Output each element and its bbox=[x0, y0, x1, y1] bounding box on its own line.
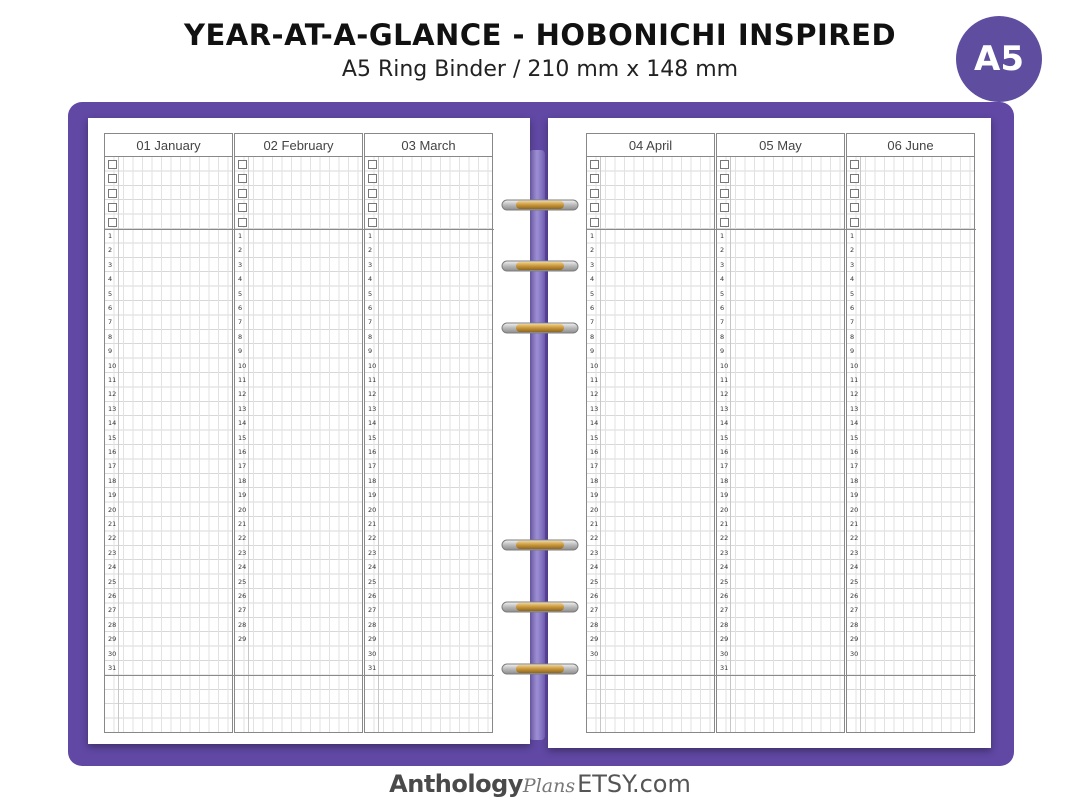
day-number: 13 bbox=[108, 404, 117, 413]
day-number: 14 bbox=[850, 419, 859, 428]
day-number: 3 bbox=[108, 260, 113, 269]
day-number: 4 bbox=[850, 275, 855, 284]
day-number: 6 bbox=[850, 304, 855, 312]
day-number: 12 bbox=[590, 390, 599, 399]
task-checkbox[interactable] bbox=[108, 203, 117, 212]
day-number: 26 bbox=[368, 592, 377, 600]
binder-ring bbox=[500, 599, 580, 615]
page-subtitle: A5 Ring Binder / 210 mm x 148 mm bbox=[341, 57, 739, 82]
day-number: 12 bbox=[720, 390, 729, 399]
day-number: 10 bbox=[368, 361, 377, 370]
section-divider bbox=[235, 675, 364, 676]
day-number: 17 bbox=[108, 462, 117, 471]
task-checkbox[interactable] bbox=[720, 160, 729, 169]
day-number: 3 bbox=[590, 260, 595, 269]
day-number: 25 bbox=[368, 577, 377, 586]
day-number: 6 bbox=[720, 304, 725, 312]
task-checkbox[interactable] bbox=[368, 203, 377, 212]
day-number: 24 bbox=[238, 563, 247, 572]
day-number: 31 bbox=[720, 664, 729, 672]
day-number: 8 bbox=[720, 332, 725, 341]
month-header: 01 January bbox=[104, 133, 233, 157]
task-checkbox[interactable] bbox=[108, 189, 117, 198]
task-checkbox[interactable] bbox=[590, 203, 599, 212]
day-number: 1 bbox=[590, 232, 595, 240]
task-checkbox[interactable] bbox=[108, 160, 117, 169]
day-number: 10 bbox=[238, 361, 247, 370]
day-number: 4 bbox=[720, 275, 725, 284]
day-number: 24 bbox=[590, 563, 599, 572]
day-number: 9 bbox=[368, 347, 373, 356]
day-number: 17 bbox=[720, 462, 729, 471]
day-number: 14 bbox=[238, 419, 247, 428]
binder-ring bbox=[500, 258, 580, 274]
day-number: 11 bbox=[720, 376, 729, 384]
month-column bbox=[846, 133, 976, 733]
day-number: 1 bbox=[238, 232, 243, 240]
section-divider bbox=[365, 229, 494, 230]
day-number: 16 bbox=[238, 448, 247, 456]
day-number: 1 bbox=[108, 232, 113, 240]
day-number: 25 bbox=[108, 577, 117, 586]
day-number: 1 bbox=[850, 232, 855, 240]
task-checkbox[interactable] bbox=[590, 174, 599, 183]
day-number: 26 bbox=[590, 592, 599, 600]
day-number: 23 bbox=[368, 548, 377, 557]
day-number: 12 bbox=[368, 390, 377, 399]
day-number: 13 bbox=[850, 404, 859, 413]
day-number: 19 bbox=[590, 491, 599, 500]
month-column bbox=[364, 133, 494, 733]
day-number: 11 bbox=[108, 376, 117, 384]
brand-name: Anthology bbox=[389, 770, 523, 798]
day-number: 6 bbox=[368, 304, 373, 312]
day-number: 22 bbox=[720, 534, 729, 543]
day-number: 12 bbox=[108, 390, 117, 399]
day-number: 6 bbox=[108, 304, 113, 312]
day-number: 26 bbox=[238, 592, 247, 600]
task-checkbox[interactable] bbox=[590, 160, 599, 169]
binder-spine bbox=[529, 150, 545, 740]
binder-ring bbox=[500, 320, 580, 336]
day-number: 11 bbox=[590, 376, 599, 384]
day-number: 8 bbox=[368, 332, 373, 341]
day-number: 14 bbox=[720, 419, 729, 428]
day-number: 7 bbox=[108, 318, 113, 327]
day-number: 23 bbox=[850, 548, 859, 557]
section-divider bbox=[587, 675, 716, 676]
month-header: 05 May bbox=[716, 133, 845, 157]
day-number: 13 bbox=[720, 404, 729, 413]
task-checkbox[interactable] bbox=[590, 189, 599, 198]
day-number: 9 bbox=[720, 347, 725, 356]
day-number: 3 bbox=[720, 260, 725, 269]
day-number: 7 bbox=[720, 318, 725, 327]
day-number: 11 bbox=[368, 376, 377, 384]
day-number: 17 bbox=[590, 462, 599, 471]
day-number: 29 bbox=[720, 635, 729, 644]
day-number: 9 bbox=[850, 347, 855, 356]
day-number: 15 bbox=[850, 433, 859, 442]
day-number: 28 bbox=[720, 620, 729, 629]
day-number: 7 bbox=[850, 318, 855, 327]
day-number: 21 bbox=[590, 520, 599, 528]
day-number: 19 bbox=[720, 491, 729, 500]
day-number: 27 bbox=[720, 606, 729, 615]
day-number: 29 bbox=[108, 635, 117, 644]
task-checkbox[interactable] bbox=[720, 189, 729, 198]
month-grid bbox=[586, 157, 715, 733]
task-checkbox[interactable] bbox=[850, 160, 859, 169]
day-number: 2 bbox=[590, 246, 595, 255]
day-number: 20 bbox=[590, 505, 599, 514]
section-divider bbox=[847, 675, 976, 676]
month-column bbox=[716, 133, 846, 733]
day-number: 30 bbox=[590, 649, 599, 658]
month-column bbox=[586, 133, 716, 733]
day-number: 26 bbox=[108, 592, 117, 600]
brand-site: ETSY.com bbox=[577, 770, 691, 798]
day-number: 31 bbox=[368, 664, 377, 672]
day-number: 28 bbox=[238, 620, 247, 629]
day-number: 17 bbox=[850, 462, 859, 471]
day-number: 17 bbox=[238, 462, 247, 471]
day-number: 23 bbox=[590, 548, 599, 557]
day-number: 30 bbox=[850, 649, 859, 658]
day-number: 20 bbox=[368, 505, 377, 514]
day-number: 9 bbox=[238, 347, 243, 356]
day-number: 5 bbox=[850, 289, 855, 298]
binder-ring bbox=[500, 197, 580, 213]
day-number: 3 bbox=[850, 260, 855, 269]
day-number: 9 bbox=[590, 347, 595, 356]
task-checkbox[interactable] bbox=[238, 218, 247, 227]
day-number: 24 bbox=[368, 563, 377, 572]
day-number: 16 bbox=[850, 448, 859, 456]
section-divider bbox=[105, 229, 234, 230]
day-number: 28 bbox=[590, 620, 599, 629]
day-number: 17 bbox=[368, 462, 377, 471]
day-number: 10 bbox=[590, 361, 599, 370]
task-checkbox[interactable] bbox=[368, 174, 377, 183]
task-checkbox[interactable] bbox=[368, 189, 377, 198]
day-number: 7 bbox=[238, 318, 243, 327]
day-number: 6 bbox=[238, 304, 243, 312]
day-number: 14 bbox=[368, 419, 377, 428]
page-title: YEAR-AT-A-GLANCE - HOBONICHI INSPIRED bbox=[183, 18, 897, 52]
day-number: 27 bbox=[590, 606, 599, 615]
day-number: 19 bbox=[850, 491, 859, 500]
day-number: 22 bbox=[108, 534, 117, 543]
month-grid bbox=[234, 157, 363, 733]
month-grid bbox=[846, 157, 975, 733]
day-number: 28 bbox=[108, 620, 117, 629]
day-number: 1 bbox=[368, 232, 373, 240]
day-number: 28 bbox=[850, 620, 859, 629]
day-number: 11 bbox=[850, 376, 859, 384]
day-number: 13 bbox=[238, 404, 247, 413]
day-number: 18 bbox=[590, 476, 599, 485]
day-number: 2 bbox=[850, 246, 855, 255]
day-number: 29 bbox=[850, 635, 859, 644]
day-number: 5 bbox=[238, 289, 243, 298]
day-number: 15 bbox=[368, 433, 377, 442]
day-number: 25 bbox=[720, 577, 729, 586]
day-number: 4 bbox=[368, 275, 373, 284]
day-number: 18 bbox=[108, 476, 117, 485]
day-number: 4 bbox=[108, 275, 113, 284]
day-number: 24 bbox=[850, 563, 859, 572]
month-grid bbox=[104, 157, 233, 733]
section-divider bbox=[235, 229, 364, 230]
day-number: 24 bbox=[108, 563, 117, 572]
section-divider bbox=[717, 675, 846, 676]
day-number: 14 bbox=[590, 419, 599, 428]
task-checkbox[interactable] bbox=[238, 160, 247, 169]
day-number: 15 bbox=[238, 433, 247, 442]
day-number: 27 bbox=[850, 606, 859, 615]
month-grid bbox=[364, 157, 493, 733]
day-number: 4 bbox=[590, 275, 595, 284]
day-number: 1 bbox=[720, 232, 725, 240]
section-divider bbox=[847, 229, 976, 230]
day-number: 12 bbox=[238, 390, 247, 399]
day-number: 8 bbox=[108, 332, 113, 341]
task-checkbox[interactable] bbox=[368, 160, 377, 169]
day-number: 23 bbox=[238, 548, 247, 557]
footer-brand bbox=[0, 768, 1080, 802]
month-header: 04 April bbox=[586, 133, 715, 157]
day-number: 22 bbox=[590, 534, 599, 543]
binder-ring bbox=[500, 661, 580, 677]
day-number: 14 bbox=[108, 419, 117, 428]
month-header: 06 June bbox=[846, 133, 975, 157]
day-number: 29 bbox=[590, 635, 599, 644]
day-number: 24 bbox=[720, 563, 729, 572]
day-number: 3 bbox=[238, 260, 243, 269]
section-divider bbox=[587, 229, 716, 230]
day-number: 25 bbox=[850, 577, 859, 586]
day-number: 18 bbox=[368, 476, 377, 485]
task-checkbox[interactable] bbox=[850, 203, 859, 212]
day-number: 28 bbox=[368, 620, 377, 629]
day-number: 20 bbox=[238, 505, 247, 514]
task-checkbox[interactable] bbox=[368, 218, 377, 227]
month-grid bbox=[716, 157, 845, 733]
task-checkbox[interactable] bbox=[238, 189, 247, 198]
task-checkbox[interactable] bbox=[108, 174, 117, 183]
day-number: 21 bbox=[850, 520, 859, 528]
day-number: 25 bbox=[590, 577, 599, 586]
task-checkbox[interactable] bbox=[850, 174, 859, 183]
task-checkbox[interactable] bbox=[590, 218, 599, 227]
day-number: 20 bbox=[850, 505, 859, 514]
day-number: 22 bbox=[368, 534, 377, 543]
day-number: 8 bbox=[590, 332, 595, 341]
day-number: 23 bbox=[108, 548, 117, 557]
day-number: 11 bbox=[238, 376, 247, 384]
day-number: 18 bbox=[850, 476, 859, 485]
binder-ring bbox=[500, 537, 580, 553]
task-checkbox[interactable] bbox=[108, 218, 117, 227]
day-number: 26 bbox=[850, 592, 859, 600]
task-checkbox[interactable] bbox=[720, 203, 729, 212]
day-number: 4 bbox=[238, 275, 243, 284]
day-number: 25 bbox=[238, 577, 247, 586]
day-number: 27 bbox=[238, 606, 247, 615]
task-checkbox[interactable] bbox=[238, 174, 247, 183]
day-number: 10 bbox=[108, 361, 117, 370]
day-number: 29 bbox=[238, 635, 247, 644]
day-number: 12 bbox=[850, 390, 859, 399]
day-number: 30 bbox=[720, 649, 729, 658]
day-number: 8 bbox=[850, 332, 855, 341]
month-header: 03 March bbox=[364, 133, 493, 157]
task-checkbox[interactable] bbox=[850, 189, 859, 198]
day-number: 16 bbox=[590, 448, 599, 456]
month-column bbox=[234, 133, 364, 733]
day-number: 19 bbox=[108, 491, 117, 500]
day-number: 16 bbox=[720, 448, 729, 456]
day-number: 15 bbox=[720, 433, 729, 442]
day-number: 30 bbox=[108, 649, 117, 658]
section-divider bbox=[365, 675, 494, 676]
day-number: 15 bbox=[108, 433, 117, 442]
day-number: 7 bbox=[590, 318, 595, 327]
day-number: 5 bbox=[720, 289, 725, 298]
day-number: 8 bbox=[238, 332, 243, 341]
day-number: 9 bbox=[108, 347, 113, 356]
day-number: 3 bbox=[368, 260, 373, 269]
day-number: 21 bbox=[238, 520, 247, 528]
day-number: 20 bbox=[720, 505, 729, 514]
day-number: 31 bbox=[108, 664, 117, 672]
brand-script-word: Plans bbox=[522, 775, 576, 797]
left-page bbox=[88, 118, 530, 744]
day-number: 13 bbox=[368, 404, 377, 413]
task-checkbox[interactable] bbox=[238, 203, 247, 212]
month-header: 02 February bbox=[234, 133, 363, 157]
day-number: 7 bbox=[368, 318, 373, 327]
section-divider bbox=[717, 229, 846, 230]
day-number: 2 bbox=[238, 246, 243, 255]
task-checkbox[interactable] bbox=[850, 218, 859, 227]
day-number: 5 bbox=[590, 289, 595, 298]
day-number: 16 bbox=[108, 448, 117, 456]
day-number: 5 bbox=[108, 289, 113, 298]
task-checkbox[interactable] bbox=[720, 218, 729, 227]
day-number: 15 bbox=[590, 433, 599, 442]
day-number: 19 bbox=[238, 491, 247, 500]
day-number: 21 bbox=[368, 520, 377, 528]
day-number: 10 bbox=[720, 361, 729, 370]
day-number: 18 bbox=[238, 476, 247, 485]
day-number: 13 bbox=[590, 404, 599, 413]
task-checkbox[interactable] bbox=[720, 174, 729, 183]
day-number: 27 bbox=[368, 606, 377, 615]
day-number: 22 bbox=[850, 534, 859, 543]
day-number: 6 bbox=[590, 304, 595, 312]
day-number: 26 bbox=[720, 592, 729, 600]
day-number: 29 bbox=[368, 635, 377, 644]
day-number: 18 bbox=[720, 476, 729, 485]
day-number: 21 bbox=[108, 520, 117, 528]
day-number: 23 bbox=[720, 548, 729, 557]
day-number: 19 bbox=[368, 491, 377, 500]
day-number: 30 bbox=[368, 649, 377, 658]
day-number: 2 bbox=[108, 246, 113, 255]
day-number: 2 bbox=[368, 246, 373, 255]
section-divider bbox=[105, 675, 234, 676]
day-number: 21 bbox=[720, 520, 729, 528]
day-number: 10 bbox=[850, 361, 859, 370]
day-number: 27 bbox=[108, 606, 117, 615]
month-column bbox=[104, 133, 234, 733]
day-number: 22 bbox=[238, 534, 247, 543]
day-number: 5 bbox=[368, 289, 373, 298]
day-number: 16 bbox=[368, 448, 377, 456]
day-number: 2 bbox=[720, 246, 725, 255]
right-page bbox=[548, 118, 991, 748]
day-number: 20 bbox=[108, 505, 117, 514]
size-badge: A5 bbox=[956, 16, 1042, 102]
